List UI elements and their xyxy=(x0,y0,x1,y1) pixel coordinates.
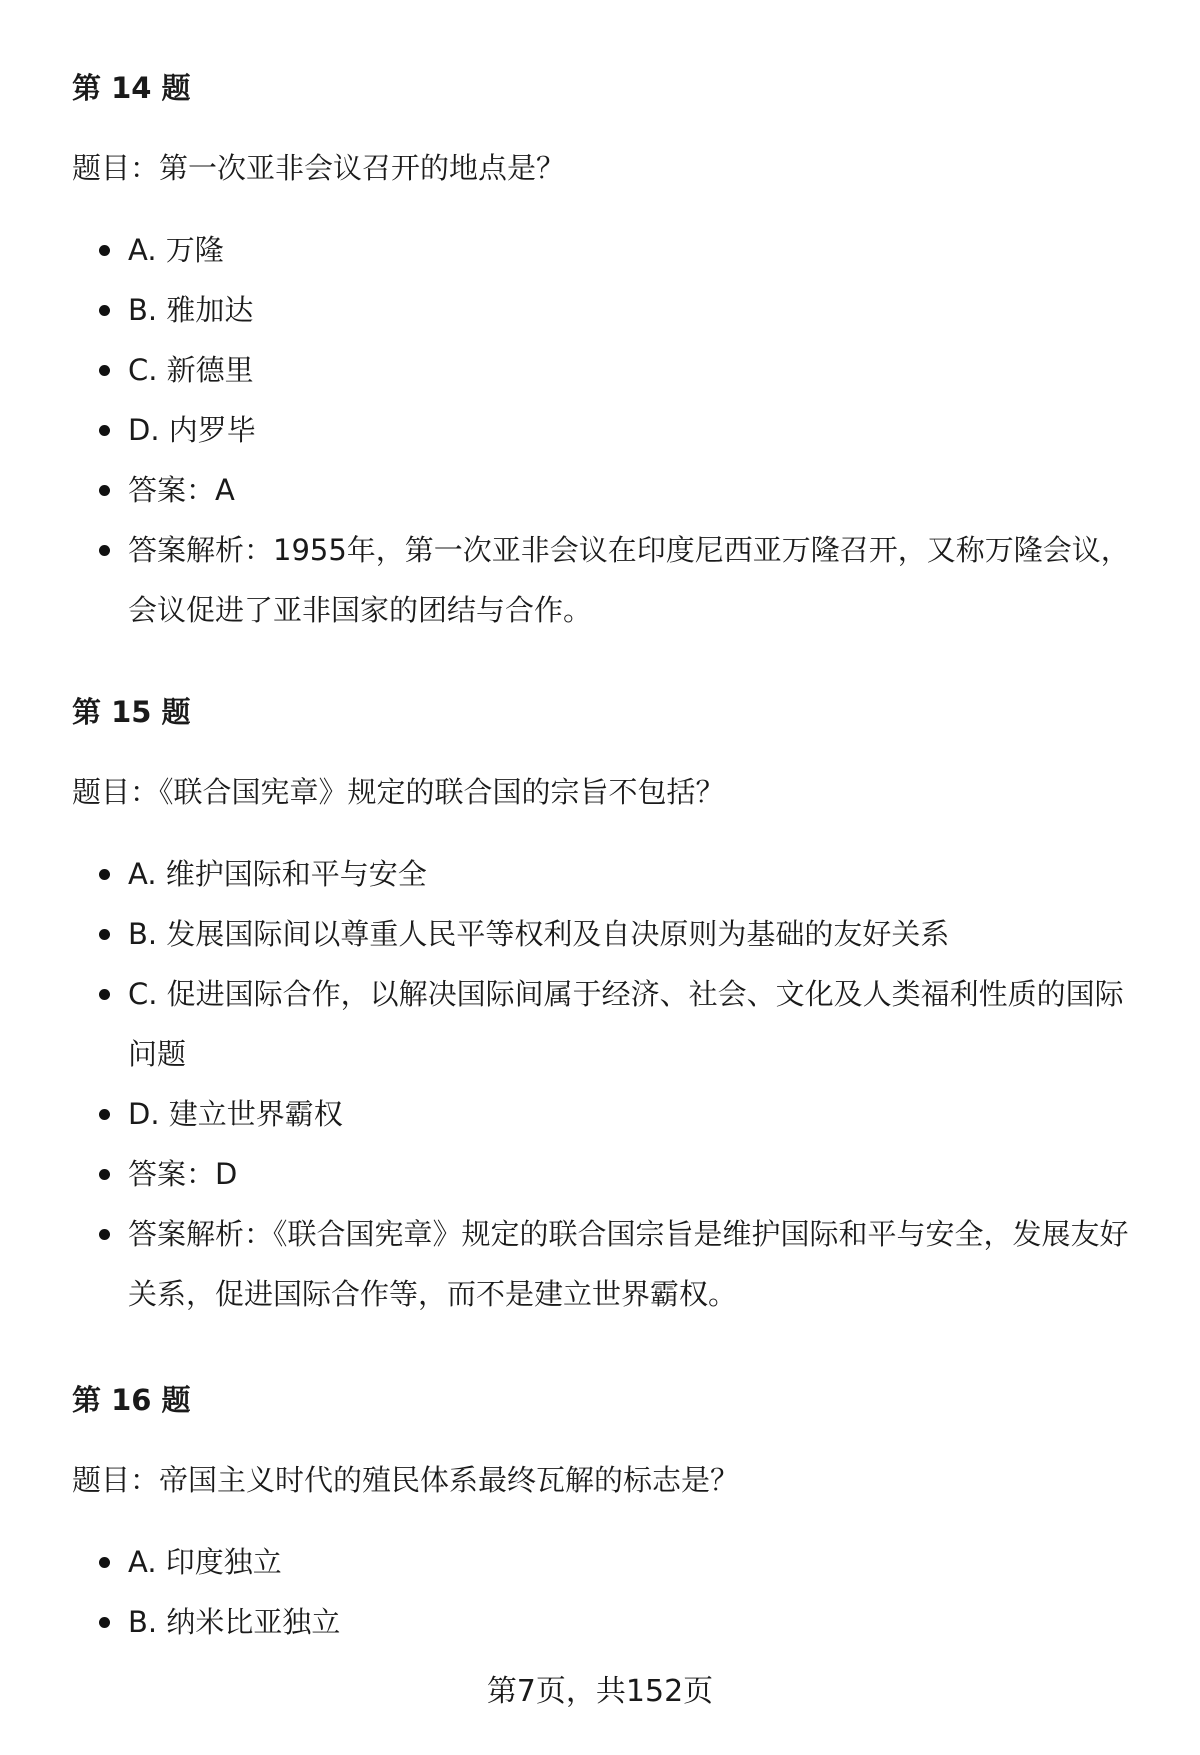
bullet-icon xyxy=(99,545,110,556)
bullet-icon xyxy=(99,1229,110,1240)
question-15 xyxy=(72,692,1152,1311)
option-c: C. 促进国际合作，以解决国际间属于经济、社会、文化及人类福利性质的国际问题 xyxy=(72,964,1152,1084)
option-a: A. 维护国际和平与安全 xyxy=(72,844,1152,904)
answer: 答案：D xyxy=(72,1144,1152,1204)
question-14 xyxy=(72,68,1152,627)
bullet-icon xyxy=(99,869,110,880)
bullet-icon xyxy=(99,1109,110,1120)
question-heading: 第 15 题 xyxy=(72,695,191,729)
bullet-icon xyxy=(99,1617,110,1628)
bullet-icon xyxy=(99,245,110,256)
bullet-icon xyxy=(99,305,110,316)
question-stem: 题目：帝国主义时代的殖民体系最终瓦解的标志是？ xyxy=(72,1463,740,1497)
question-stem: 题目：《联合国宪章》规定的联合国的宗旨不包括？ xyxy=(72,775,725,809)
bullet-icon xyxy=(99,1557,110,1568)
bullet-icon xyxy=(99,929,110,940)
option-a: A. 印度独立 xyxy=(72,1532,1152,1592)
option-d: D. 内罗毕 xyxy=(72,400,1152,460)
option-list xyxy=(72,220,1152,640)
option-b: B. 纳米比亚独立 xyxy=(72,1592,1152,1652)
option-a: A. 万隆 xyxy=(72,220,1152,280)
answer: 答案：A xyxy=(72,460,1152,520)
question-heading: 第 16 题 xyxy=(72,1383,191,1417)
bullet-icon xyxy=(99,365,110,376)
answer-explanation: 答案解析：1955年，第一次亚非会议在印度尼西亚万隆召开，又称万隆会议，会议促进了亚非国家的团结与合作。 xyxy=(72,520,1152,640)
option-c: C. 新德里 xyxy=(72,340,1152,400)
bullet-icon xyxy=(99,989,110,1000)
question-heading: 第 14 题 xyxy=(72,71,191,105)
question-16 xyxy=(72,1380,1152,1639)
option-list xyxy=(72,1532,1152,1652)
option-b: B. 雅加达 xyxy=(72,280,1152,340)
option-d: D. 建立世界霸权 xyxy=(72,1084,1152,1144)
option-b: B. 发展国际间以尊重人民平等权利及自决原则为基础的友好关系 xyxy=(72,904,1152,964)
bullet-icon xyxy=(99,1169,110,1180)
bullet-icon xyxy=(99,485,110,496)
bullet-icon xyxy=(99,425,110,436)
page-number: 第7页，共152页 xyxy=(486,1674,714,1709)
answer-explanation: 答案解析：《联合国宪章》规定的联合国宗旨是维护国际和平与安全，发展友好关系，促进国际合作等，而不是建立世界霸权。 xyxy=(72,1204,1152,1324)
option-list xyxy=(72,844,1152,1324)
question-stem: 题目：第一次亚非会议召开的地点是？ xyxy=(72,151,566,185)
